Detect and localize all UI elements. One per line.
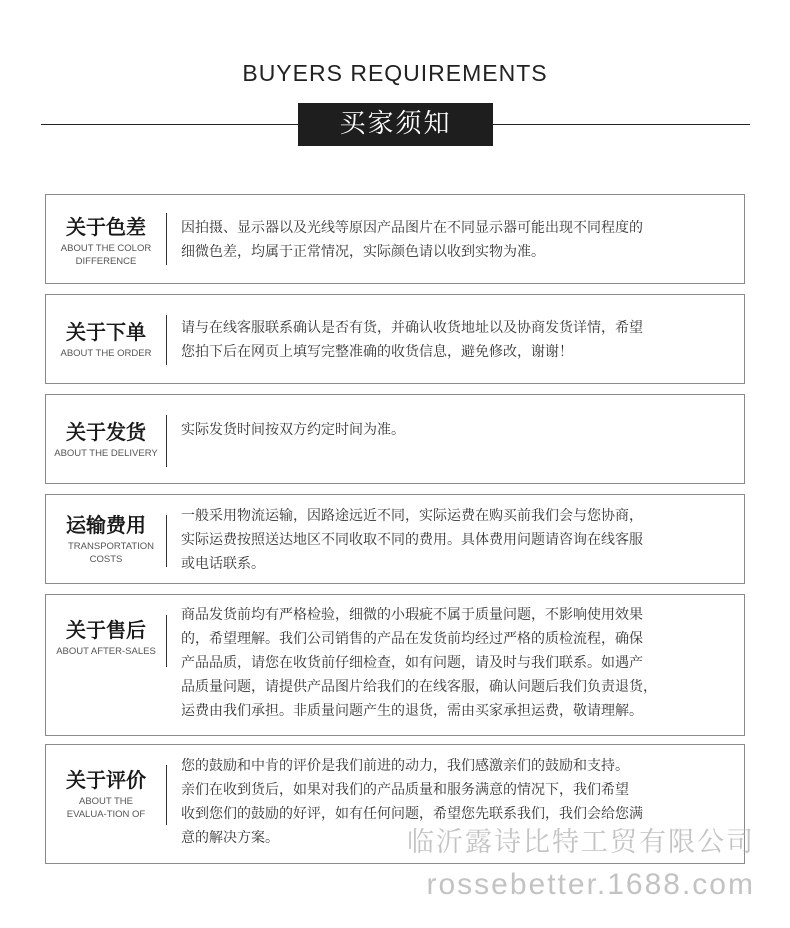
section-divider [166, 765, 167, 825]
section-subtitle: TRANSPORTATION COSTS [68, 541, 155, 565]
section-divider [166, 315, 167, 365]
section-transportation-costs [45, 494, 745, 584]
section-color-difference [45, 194, 745, 284]
section-divider [166, 515, 167, 567]
section-delivery [45, 394, 745, 484]
section-text: 一般采用物流运输，因路途远近不同，实际运费在购买前我们会与您协商， 实际运费按照送达地区不同收取不同的费用。具体费用问题请咨询在线客服 或电话联系。 [181, 508, 643, 572]
section-text: 您的鼓励和中肯的评价是我们前进的动力，我们感激亲们的鼓励和支持。 亲们在收到货后，如果对我们的产品质量和服务满意的情况下，我们希望 收到您们的鼓励的好评，如有任何问题，希望您先联系我们，我们会给您满 意的解决方案。 [181, 758, 643, 846]
watermark-company: 临沂露诗比特工贸有限公司 [407, 827, 755, 858]
section-subtitle: ABOUT AFTER-SALES [56, 646, 156, 657]
section-title: 关于评价 [66, 768, 146, 792]
section-title: 关于发货 [66, 420, 146, 444]
section-title: 运输费用 [66, 513, 146, 537]
section-text: 商品发货前均有严格检验，细微的小瑕疵不属于质量问题，不影响使用效果 的，希望理解。我们公司销售的产品在发货前均经过严格的质检流程，确保 产品品质，请您在收货前仔细检查，如有问题，请及时与我们联系。如遇产 品质量问题，请提供产品图片给我们的在线客服，确认问题后我们负责退货， 运费由我们承担。非质量问题产生的退货，需由买家承担运费，敬请理解。 [181, 607, 657, 719]
section-subtitle: ABOUT THE ORDER [60, 348, 152, 359]
section-title: 关于售后 [66, 618, 146, 642]
page-title-english: BUYERS REQUIREMENTS [242, 60, 548, 86]
section-title: 关于下单 [66, 320, 146, 344]
section-title: 关于色差 [66, 215, 146, 239]
section-divider [166, 213, 167, 265]
section-divider [166, 615, 167, 667]
section-after-sales [45, 594, 745, 736]
section-subtitle: ABOUT THE DELIVERY [54, 448, 158, 459]
page-title-chinese: 买家须知 [298, 103, 493, 146]
section-text: 实际发货时间按双方约定时间为准。 [181, 422, 405, 438]
section-subtitle: ABOUT THE EVALUA-TION OF [66, 796, 146, 820]
section-subtitle: ABOUT THE COLOR DIFFERENCE [60, 243, 152, 267]
section-text: 因拍摄、显示器以及光线等原因产品图片在不同显示器可能出现不同程度的 细微色差，均属于正常情况，实际颜色请以收到实物为准。 [181, 220, 643, 260]
section-text: 请与在线客服联系确认是否有货，并确认收货地址以及协商发货详情，希望 您拍下后在网页上填写完整准确的收货信息，避免修改，谢谢！ [181, 320, 643, 360]
section-divider [166, 415, 167, 467]
watermark-site: rossebetter.1688.com [426, 868, 755, 901]
section-order [45, 294, 745, 384]
